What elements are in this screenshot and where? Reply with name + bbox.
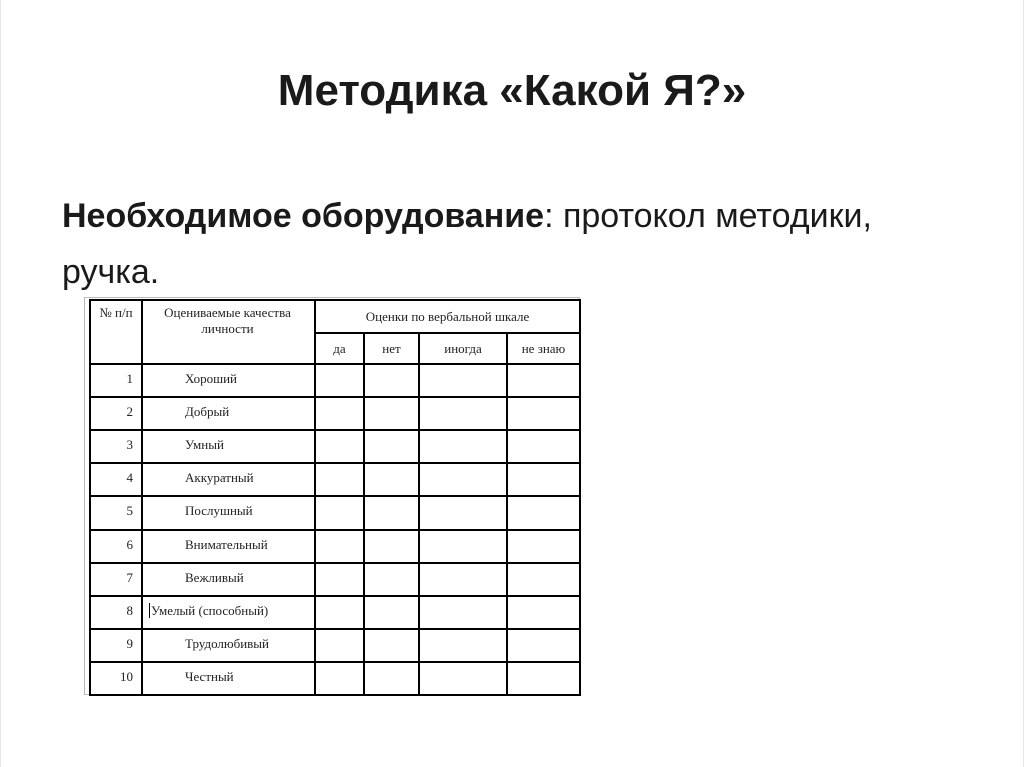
table-rule <box>506 332 508 696</box>
header-answer: иногда <box>444 340 482 356</box>
row-quality: Хороший <box>185 371 237 386</box>
row-number: 4 <box>126 470 133 486</box>
row-quality: Аккуратный <box>185 470 254 486</box>
header-answer: не знаю <box>521 340 566 356</box>
row-number: 8 <box>126 602 133 618</box>
row-quality: Честный <box>185 668 234 684</box>
row-quality: Внимательный <box>185 536 268 552</box>
table-rule <box>418 332 420 696</box>
header-quality: Оцениваемые качества личности <box>164 305 291 336</box>
row-quality: Добрый <box>185 404 230 420</box>
row-quality: Трудолюбивый <box>185 635 269 651</box>
row-number: 6 <box>126 536 133 552</box>
row-quality: Вежливый <box>185 569 244 585</box>
row-quality: Умелый (способный) <box>143 603 312 619</box>
subtitle-rest: : протокол методики, ручка. <box>62 197 872 291</box>
header-answer: да <box>333 340 346 356</box>
row-quality: Послушный <box>185 503 253 519</box>
row-number: 1 <box>126 371 133 386</box>
table-rule <box>579 299 581 696</box>
protocol-table <box>84 297 580 695</box>
slide-title: Методика «Какой Я?» <box>277 66 747 115</box>
row-quality: Умный <box>185 437 224 453</box>
row-number: 2 <box>126 404 133 420</box>
row-number: 10 <box>120 668 133 684</box>
row-number: 9 <box>126 635 133 651</box>
table-rule <box>363 332 365 696</box>
subtitle-bold: Необходимое оборудование <box>62 197 545 235</box>
header-answer: нет <box>382 340 401 356</box>
row-number: 7 <box>126 569 133 585</box>
slide-subtitle <box>62 188 882 300</box>
header-number: № п/п <box>99 305 133 320</box>
row-number: 3 <box>126 437 133 453</box>
row-number: 5 <box>126 503 133 519</box>
header-scale: Оценки по вербальной шкале <box>365 308 530 324</box>
